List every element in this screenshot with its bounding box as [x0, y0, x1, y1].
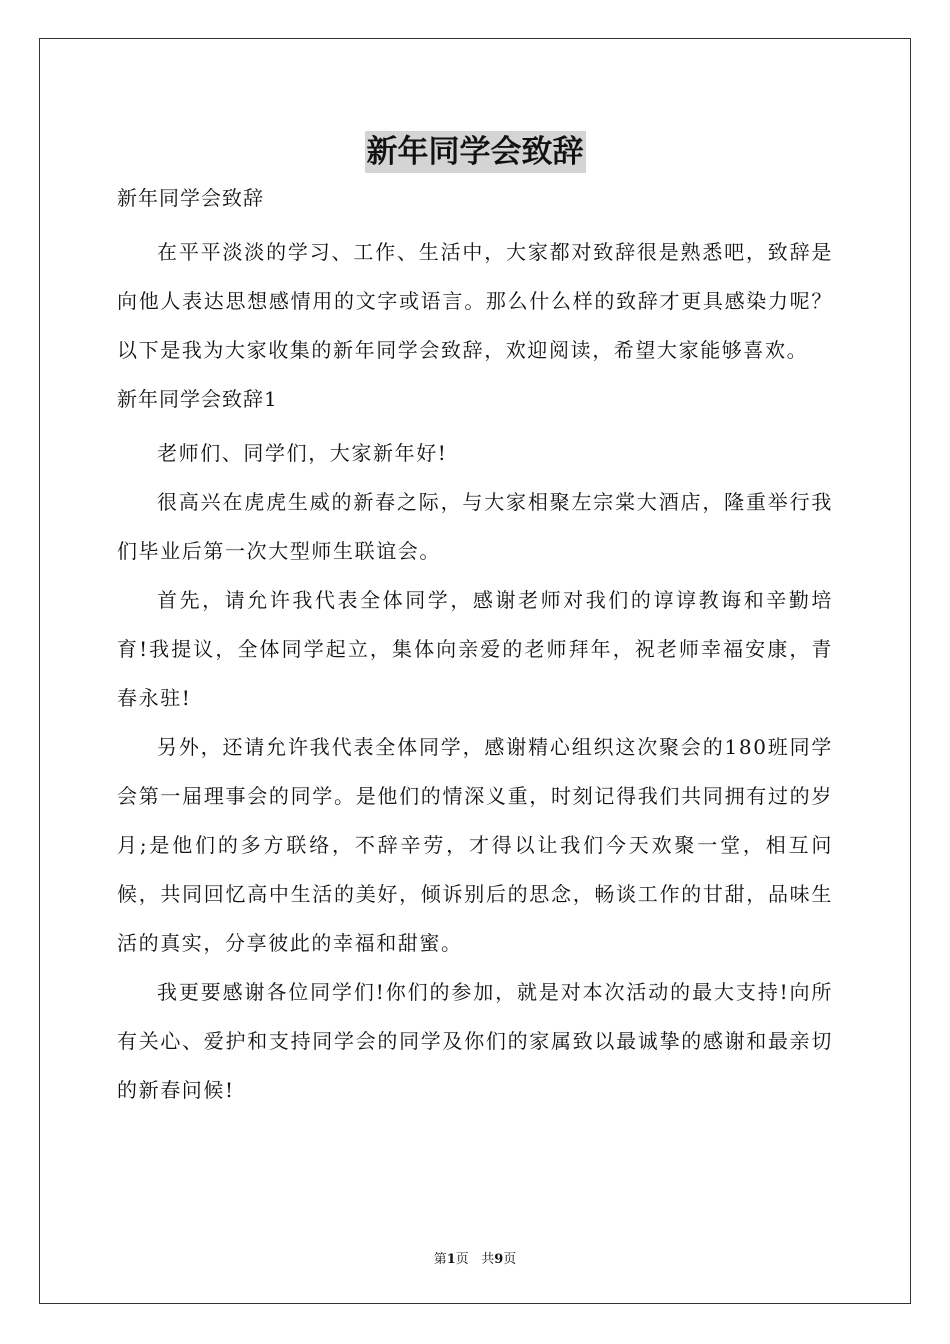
body-paragraph: 首先，请允许我代表全体同学，感谢老师对我们的谆谆教诲和辛勤培育!我提议，全体同学起立，集体向亲爱的老师拜年，祝老师幸福安康，青春永驻!	[117, 588, 833, 710]
document-title-text: 新年同学会致辞	[365, 131, 586, 173]
intro-heading: 新年同学会致辞	[117, 186, 264, 210]
total-prefix: 共	[481, 1252, 495, 1267]
section-heading: 新年同学会致辞1	[117, 387, 278, 411]
body-paragraph: 很高兴在虎虎生威的新春之际，与大家相聚左宗棠大酒店，隆重举行我们毕业后第一次大型师生联谊会。	[117, 490, 833, 563]
body-paragraph: 老师们、同学们，大家新年好!	[157, 441, 448, 465]
document-title	[117, 128, 833, 174]
page-number: 1	[446, 1252, 456, 1267]
document-body	[117, 128, 833, 1115]
body-paragraph: 另外，还请允许我代表全体同学，感谢精心组织这次聚会的180班同学会第一届理事会的同学。是他们的情深义重，时刻记得我们共同拥有过的岁月;是他们的多方联络，不辞辛劳，才得以让我们今天欢聚一堂，相互问候，共同回忆高中生活的美好，倾诉别后的思念，畅谈工作的甘甜，品味生活的真实，分享彼此的幸福和甜蜜。	[117, 735, 834, 955]
page-prefix: 第	[433, 1252, 447, 1267]
page-suffix: 页	[455, 1252, 469, 1267]
total-suffix: 页	[503, 1252, 517, 1267]
intro-paragraph: 在平平淡淡的学习、工作、生活中，大家都对致辞很是熟悉吧，致辞是向他人表达思想感情用的文字或语言。那么什么样的致辞才更具感染力呢？以下是我为大家收集的新年同学会致辞，欢迎阅读，希望大家能够喜欢。	[117, 240, 833, 362]
total-pages: 9	[494, 1252, 504, 1267]
body-paragraph: 我更要感谢各位同学们!你们的参加，就是对本次活动的最大支持!向所有关心、爱护和支持同学会的同学及你们的家属致以最诚挚的感谢和最亲切的新春问候!	[117, 980, 833, 1102]
page-footer	[0, 1248, 950, 1267]
